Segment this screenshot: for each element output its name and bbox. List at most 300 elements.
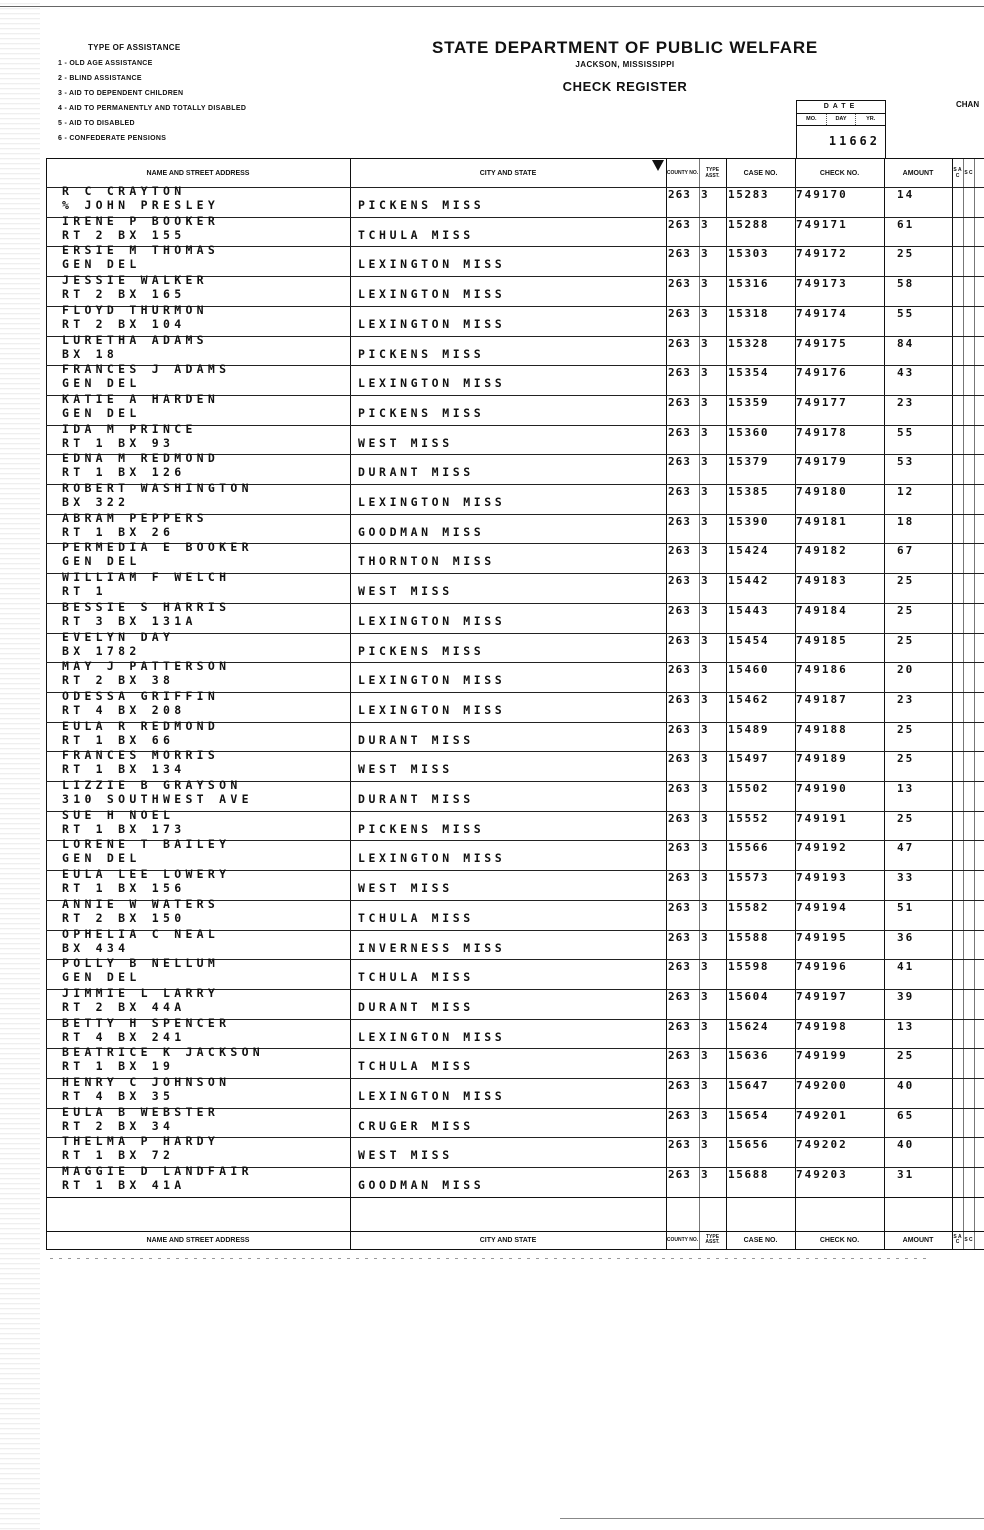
- county-number: 263: [668, 871, 691, 885]
- assistance-type: 3: [701, 544, 708, 558]
- county-number: 263: [668, 306, 691, 320]
- case-number: 15316: [728, 277, 770, 291]
- recipient-name: LORENE T BAILEY: [62, 837, 231, 852]
- sort-arrow-icon: [652, 160, 664, 171]
- recipient-address: RT 2 BX 150: [62, 910, 186, 925]
- recipient-address: GEN DEL: [62, 376, 141, 391]
- recipient-address: RT 1: [62, 584, 107, 599]
- check-number: 749190: [796, 782, 848, 795]
- county-number: 263: [668, 603, 691, 617]
- check-number: 749179: [796, 455, 848, 469]
- table-row: [46, 273, 984, 306]
- recipient-address: RT 4 BX 241: [62, 1029, 186, 1044]
- recipient-address: RT 1 BX 66: [62, 732, 175, 747]
- legend-title: TYPE OF ASSISTANCE: [88, 43, 181, 52]
- case-number: 15604: [728, 989, 770, 1003]
- county-number: 263: [668, 188, 691, 201]
- assistance-type: 3: [701, 1019, 708, 1033]
- county-number: 263: [668, 217, 691, 231]
- table-row: [46, 896, 984, 930]
- recipient-name: ODESSA GRIFFIN: [62, 688, 220, 703]
- table-row: [46, 510, 984, 544]
- assistance-type: 3: [701, 395, 708, 409]
- case-number: 15288: [728, 217, 770, 231]
- county-number: 263: [668, 425, 691, 439]
- table-row: [46, 926, 984, 960]
- case-number: 15328: [728, 336, 770, 350]
- recipient-address: 310 SOUTHWEST AVE: [62, 792, 253, 806]
- assistance-type: 3: [701, 722, 708, 736]
- recipient-city: TCHULA MISS: [358, 1059, 474, 1074]
- county-number: 263: [668, 663, 691, 677]
- check-number: 749188: [796, 722, 848, 736]
- check-number: 749199: [796, 1049, 848, 1063]
- table-row: [46, 540, 984, 573]
- recipient-city: TCHULA MISS: [358, 227, 474, 242]
- case-number: 15359: [728, 395, 770, 409]
- check-number: 749191: [796, 811, 848, 825]
- amount: 33: [897, 871, 915, 885]
- amount: 65: [897, 1108, 915, 1122]
- amount: 25: [897, 722, 915, 736]
- register-title: CHECK REGISTER: [562, 79, 688, 94]
- assistance-type: 3: [701, 1049, 708, 1063]
- amount: 20: [897, 663, 915, 677]
- recipient-address: BX 322: [62, 495, 130, 509]
- case-number: 15566: [728, 841, 770, 855]
- county-number: 263: [668, 1108, 691, 1122]
- recipient-name: LURETHA ADAMS: [62, 332, 208, 347]
- assistance-type: 3: [701, 633, 708, 647]
- recipient-city: LEXINGTON MISS: [358, 702, 506, 717]
- table-row: [46, 837, 984, 870]
- recipient-city: PICKENS MISS: [358, 643, 485, 658]
- recipient-city: LEXINGTON MISS: [358, 287, 506, 302]
- table-row: [46, 985, 984, 1019]
- table-row: [46, 570, 984, 603]
- county-number: 263: [668, 960, 691, 974]
- check-number: 749202: [796, 1138, 848, 1152]
- amount: 25: [897, 633, 915, 647]
- assistance-type: 3: [701, 336, 708, 350]
- recipient-name: THELMA P HARDY: [62, 1134, 220, 1149]
- amount: 55: [897, 306, 915, 320]
- table-row: [46, 1015, 984, 1049]
- case-number: 15318: [728, 306, 770, 320]
- assistance-type: 3: [701, 425, 708, 439]
- table-row: [46, 481, 984, 514]
- recipient-city: GOODMAN MISS: [358, 1178, 485, 1193]
- amount: 25: [897, 1049, 915, 1063]
- county-number: 263: [668, 841, 691, 855]
- check-number: 749187: [796, 692, 848, 706]
- check-number: 749172: [796, 247, 848, 261]
- assistance-type: 3: [701, 603, 708, 617]
- recipient-name: BEATRICE K JACKSON: [62, 1045, 265, 1060]
- amount: 51: [897, 900, 915, 914]
- cha-label: CHAN: [956, 100, 980, 109]
- table-row: [46, 1075, 984, 1108]
- table-row: [46, 718, 984, 752]
- header-name: NAME AND STREET ADDRESS: [146, 169, 250, 177]
- recipient-city: LEXINGTON MISS: [358, 1029, 506, 1044]
- legend-item: 3 - AID TO DEPENDENT CHILDREN: [58, 90, 184, 97]
- case-number: 15647: [728, 1079, 770, 1092]
- date-year-label: YR.: [866, 116, 876, 122]
- recipient-name: EULA R REDMOND: [62, 718, 220, 733]
- check-number: 749176: [796, 366, 848, 380]
- recipient-name: EDNA M REDMOND: [62, 451, 220, 466]
- recipient-name: BESSIE S HARRIS: [62, 599, 231, 614]
- check-number: 749200: [796, 1079, 848, 1092]
- recipient-address: RT 1 BX 173: [62, 821, 186, 836]
- recipient-address: GEN DEL: [62, 405, 141, 420]
- case-number: 15379: [728, 455, 770, 469]
- table-row: [46, 362, 984, 395]
- recipient-city: DURANT MISS: [358, 732, 474, 747]
- table-row: [46, 332, 984, 366]
- check-register-table: [46, 158, 984, 1250]
- case-number: 15654: [728, 1108, 770, 1122]
- county-number: 263: [668, 366, 691, 380]
- case-number: 15598: [728, 960, 770, 974]
- table-row: [46, 659, 984, 692]
- assistance-type: 3: [701, 900, 708, 914]
- case-number: 15283: [728, 188, 770, 201]
- date-month-label: MO.: [797, 114, 827, 125]
- recipient-name: WILLIAM F WELCH: [62, 570, 231, 585]
- assistance-type: 3: [701, 217, 708, 231]
- recipient-name: SUE H NOEL: [62, 807, 175, 822]
- case-number: 15390: [728, 514, 770, 528]
- county-number: 263: [668, 336, 691, 350]
- recipient-city: INVERNESS MISS: [358, 940, 506, 955]
- table-row: [46, 451, 984, 484]
- check-number: 749180: [796, 485, 848, 498]
- assistance-type: 3: [701, 663, 708, 677]
- amount: 84: [897, 336, 915, 350]
- table-row: [46, 748, 984, 781]
- amount: 43: [897, 366, 915, 380]
- recipient-address: % JOHN PRESLEY: [62, 198, 220, 212]
- recipient-address: RT 2 BX 34: [62, 1118, 175, 1133]
- check-number: 749175: [796, 336, 848, 350]
- recipient-city: LEXINGTON MISS: [358, 673, 506, 688]
- check-number: 749173: [796, 277, 848, 291]
- county-number: 263: [668, 1138, 691, 1152]
- recipient-name: ANNIE W WATERS: [62, 896, 220, 911]
- header-county: COUNTY NO.: [666, 170, 699, 176]
- recipient-name: EVELYN DAY: [62, 629, 175, 644]
- amount: 25: [897, 752, 915, 766]
- recipient-name: IDA M PRINCE: [62, 421, 197, 436]
- case-number: 15552: [728, 811, 770, 825]
- recipient-city: LEXINGTON MISS: [358, 613, 506, 628]
- recipient-name: LIZZIE B GRAYSON: [62, 778, 242, 792]
- header-type: TYPE ASST.: [705, 167, 720, 179]
- scan-noise-line: [50, 1258, 930, 1259]
- table-row: [46, 391, 984, 425]
- recipient-city: DURANT MISS: [358, 465, 474, 480]
- check-number: 749183: [796, 574, 848, 588]
- recipient-address: RT 1 BX 19: [62, 1059, 175, 1074]
- recipient-city: CRUGER MISS: [358, 1118, 474, 1133]
- recipient-address: RT 2 BX 155: [62, 227, 186, 242]
- county-number: 263: [668, 1019, 691, 1033]
- amount: 12: [897, 485, 915, 498]
- amount: 61: [897, 217, 915, 231]
- date-subheaders: [797, 114, 885, 126]
- assistance-type: 3: [701, 960, 708, 974]
- table-row: [46, 243, 984, 276]
- recipient-name: HENRY C JOHNSON: [62, 1075, 231, 1089]
- amount: 13: [897, 1019, 915, 1033]
- table-row: [46, 599, 984, 633]
- table-row: [46, 213, 984, 247]
- county-number: 263: [668, 1168, 691, 1182]
- county-number: 263: [668, 782, 691, 795]
- case-number: 15582: [728, 900, 770, 914]
- recipient-city: LEXINGTON MISS: [358, 257, 506, 272]
- legend-item: 2 - BLIND ASSISTANCE: [58, 75, 142, 82]
- recipient-address: RT 1 BX 93: [62, 435, 175, 450]
- recipient-address: BX 18: [62, 346, 119, 361]
- assistance-type: 3: [701, 1108, 708, 1122]
- check-number: 749184: [796, 603, 848, 617]
- assistance-type: 3: [701, 989, 708, 1003]
- amount: 40: [897, 1138, 915, 1152]
- county-number: 263: [668, 247, 691, 261]
- recipient-name: ERSIE M THOMAS: [62, 243, 220, 258]
- header-sac: S A C: [953, 167, 962, 179]
- check-number: 749203: [796, 1168, 848, 1182]
- recipient-address: RT 1 BX 26: [62, 524, 175, 539]
- case-number: 15354: [728, 366, 770, 380]
- header-case: CASE NO.: [743, 169, 778, 177]
- scan-edge-artifact: [0, 0, 40, 1530]
- case-number: 15424: [728, 544, 770, 558]
- assistance-type: 3: [701, 1138, 708, 1152]
- table-row: [46, 629, 984, 663]
- amount: 39: [897, 989, 915, 1003]
- assistance-type: 3: [701, 366, 708, 380]
- case-number: 15385: [728, 485, 770, 498]
- amount: 23: [897, 395, 915, 409]
- recipient-address: GEN DEL: [62, 851, 141, 866]
- county-number: 263: [668, 633, 691, 647]
- assistance-type: 3: [701, 871, 708, 885]
- county-number: 263: [668, 900, 691, 914]
- recipient-name: BETTY H SPENCER: [62, 1015, 231, 1030]
- recipient-city: TCHULA MISS: [358, 910, 474, 925]
- assistance-type: 3: [701, 306, 708, 320]
- case-number: 15303: [728, 247, 770, 261]
- recipient-address: RT 2 BX 38: [62, 673, 175, 688]
- recipient-name: ABRAM PEPPERS: [62, 510, 208, 525]
- assistance-type: 3: [701, 1079, 708, 1092]
- check-number: 749192: [796, 841, 848, 855]
- case-number: 15636: [728, 1049, 770, 1063]
- assistance-type: 3: [701, 782, 708, 795]
- footer-header-county: COUNTY NO.: [666, 1236, 699, 1243]
- amount: 23: [897, 692, 915, 706]
- recipient-city: PICKENS MISS: [358, 405, 485, 420]
- case-number: 15442: [728, 574, 770, 588]
- amount: 41: [897, 960, 915, 974]
- table-row: [46, 867, 984, 900]
- check-number: 749194: [796, 900, 848, 914]
- table-row: [46, 1164, 984, 1197]
- amount: 18: [897, 514, 915, 528]
- footer-header-case: CASE NO.: [743, 1236, 778, 1244]
- recipient-name: MAY J PATTERSON: [62, 659, 231, 674]
- bottom-rule: [560, 1518, 984, 1519]
- recipient-city: PICKENS MISS: [358, 346, 485, 361]
- assistance-type: 3: [701, 841, 708, 855]
- table-row: [46, 1104, 984, 1138]
- table-row: [46, 302, 984, 336]
- table-row: [46, 1134, 984, 1167]
- assistance-type: 3: [701, 188, 708, 201]
- assistance-type: 3: [701, 247, 708, 261]
- case-number: 15443: [728, 603, 770, 617]
- footer-header-type: TYPE ASST.: [705, 1234, 720, 1245]
- recipient-address: RT 1 BX 126: [62, 465, 186, 480]
- case-number: 15588: [728, 930, 770, 944]
- county-number: 263: [668, 989, 691, 1003]
- footer-header-sc: S C: [964, 1236, 973, 1243]
- date-value: 11662: [828, 134, 880, 148]
- case-number: 15462: [728, 692, 770, 706]
- check-number: 749177: [796, 395, 848, 409]
- assistance-type: 3: [701, 485, 708, 498]
- recipient-address: BX 434: [62, 940, 130, 955]
- header-sc: S C: [964, 170, 973, 176]
- date-label: DATE: [797, 101, 885, 114]
- recipient-city: WEST MISS: [358, 1148, 453, 1163]
- case-number: 15502: [728, 782, 770, 795]
- recipient-name: EULA B WEBSTER: [62, 1104, 220, 1119]
- amount: 25: [897, 574, 915, 588]
- recipient-address: GEN DEL: [62, 257, 141, 272]
- recipient-address: RT 4 BX 35: [62, 1089, 175, 1103]
- recipient-name: KATIE A HARDEN: [62, 391, 220, 406]
- recipient-city: PICKENS MISS: [358, 198, 485, 212]
- recipient-city: LEXINGTON MISS: [358, 851, 506, 866]
- table-row: [46, 956, 984, 989]
- recipient-name: EULA LEE LOWERY: [62, 867, 231, 882]
- amount: 25: [897, 603, 915, 617]
- header-check: CHECK NO.: [819, 169, 860, 177]
- county-number: 263: [668, 395, 691, 409]
- case-number: 15454: [728, 633, 770, 647]
- recipient-city: PICKENS MISS: [358, 821, 485, 836]
- county-number: 263: [668, 722, 691, 736]
- legend-item: 1 - OLD AGE ASSISTANCE: [58, 60, 153, 67]
- recipient-name: FRANCES J ADAMS: [62, 362, 231, 377]
- check-number: 749196: [796, 960, 848, 974]
- document-location: JACKSON, MISSISSIPPI: [575, 60, 675, 69]
- case-number: 15688: [728, 1168, 770, 1182]
- recipient-address: RT 2 BX 165: [62, 287, 186, 302]
- assistance-type: 3: [701, 752, 708, 766]
- date-day-label: DAY: [827, 114, 857, 125]
- legend-item: 4 - AID TO PERMANENTLY AND TOTALLY DISABLED: [58, 105, 247, 112]
- case-number: 15489: [728, 722, 770, 736]
- county-number: 263: [668, 514, 691, 528]
- date-box: [796, 100, 886, 159]
- recipient-city: WEST MISS: [358, 584, 453, 599]
- amount: 58: [897, 277, 915, 291]
- check-number: 749201: [796, 1108, 848, 1122]
- recipient-city: LEXINGTON MISS: [358, 495, 506, 509]
- legend-item: 5 - AID TO DISABLED: [58, 120, 135, 127]
- recipient-city: GOODMAN MISS: [358, 524, 485, 539]
- amount: 53: [897, 455, 915, 469]
- check-number: 749189: [796, 752, 848, 766]
- assistance-type: 3: [701, 811, 708, 825]
- amount: 25: [897, 811, 915, 825]
- footer-header-sac: S A C: [953, 1234, 962, 1245]
- assistance-type-legend: [58, 40, 246, 146]
- check-number: 749170: [796, 188, 848, 201]
- check-number: 749174: [796, 306, 848, 320]
- amount: 47: [897, 841, 915, 855]
- check-number: 749182: [796, 544, 848, 558]
- county-number: 263: [668, 485, 691, 498]
- rows-end-rule: [46, 1197, 984, 1198]
- assistance-type: 3: [701, 277, 708, 291]
- footer-header-check: CHECK NO.: [819, 1236, 860, 1244]
- recipient-address: RT 2 BX 104: [62, 316, 186, 331]
- recipient-address: RT 4 BX 208: [62, 702, 186, 717]
- case-number: 15460: [728, 663, 770, 677]
- recipient-city: LEXINGTON MISS: [358, 376, 506, 391]
- amount: 13: [897, 782, 915, 795]
- case-number: 15624: [728, 1019, 770, 1033]
- recipient-name: POLLY B NELLUM: [62, 956, 220, 971]
- table-row: [46, 184, 984, 217]
- assistance-type: 3: [701, 455, 708, 469]
- recipient-city: DURANT MISS: [358, 999, 474, 1014]
- header-amount: AMOUNT: [902, 169, 934, 177]
- check-number: 749178: [796, 425, 848, 439]
- amount: 67: [897, 544, 915, 558]
- recipient-address: RT 1 BX 156: [62, 881, 186, 896]
- recipient-name: MAGGIE D LANDFAIR: [62, 1164, 253, 1179]
- county-number: 263: [668, 692, 691, 706]
- amount: 25: [897, 247, 915, 261]
- recipient-name: OPHELIA C NEAL: [62, 926, 220, 941]
- table-row: [46, 807, 984, 841]
- recipient-city: TCHULA MISS: [358, 970, 474, 985]
- recipient-city: LEXINGTON MISS: [358, 316, 506, 331]
- recipient-name: R C CRAYTON: [62, 184, 186, 198]
- recipient-address: RT 3 BX 131A: [62, 613, 197, 628]
- footer-header-name: NAME AND STREET ADDRESS: [146, 1236, 250, 1244]
- county-number: 263: [668, 574, 691, 588]
- check-number: 749186: [796, 663, 848, 677]
- document-title: STATE DEPARTMENT OF PUBLIC WELFARE: [431, 38, 819, 57]
- case-number: 15497: [728, 752, 770, 766]
- recipient-address: RT 1 BX 134: [62, 762, 186, 777]
- footer-header-city: CITY AND STATE: [479, 1236, 537, 1244]
- table-row: [46, 778, 984, 811]
- case-number: 15360: [728, 425, 770, 439]
- county-number: 263: [668, 455, 691, 469]
- recipient-address: GEN DEL: [62, 554, 141, 569]
- assistance-type: 3: [701, 692, 708, 706]
